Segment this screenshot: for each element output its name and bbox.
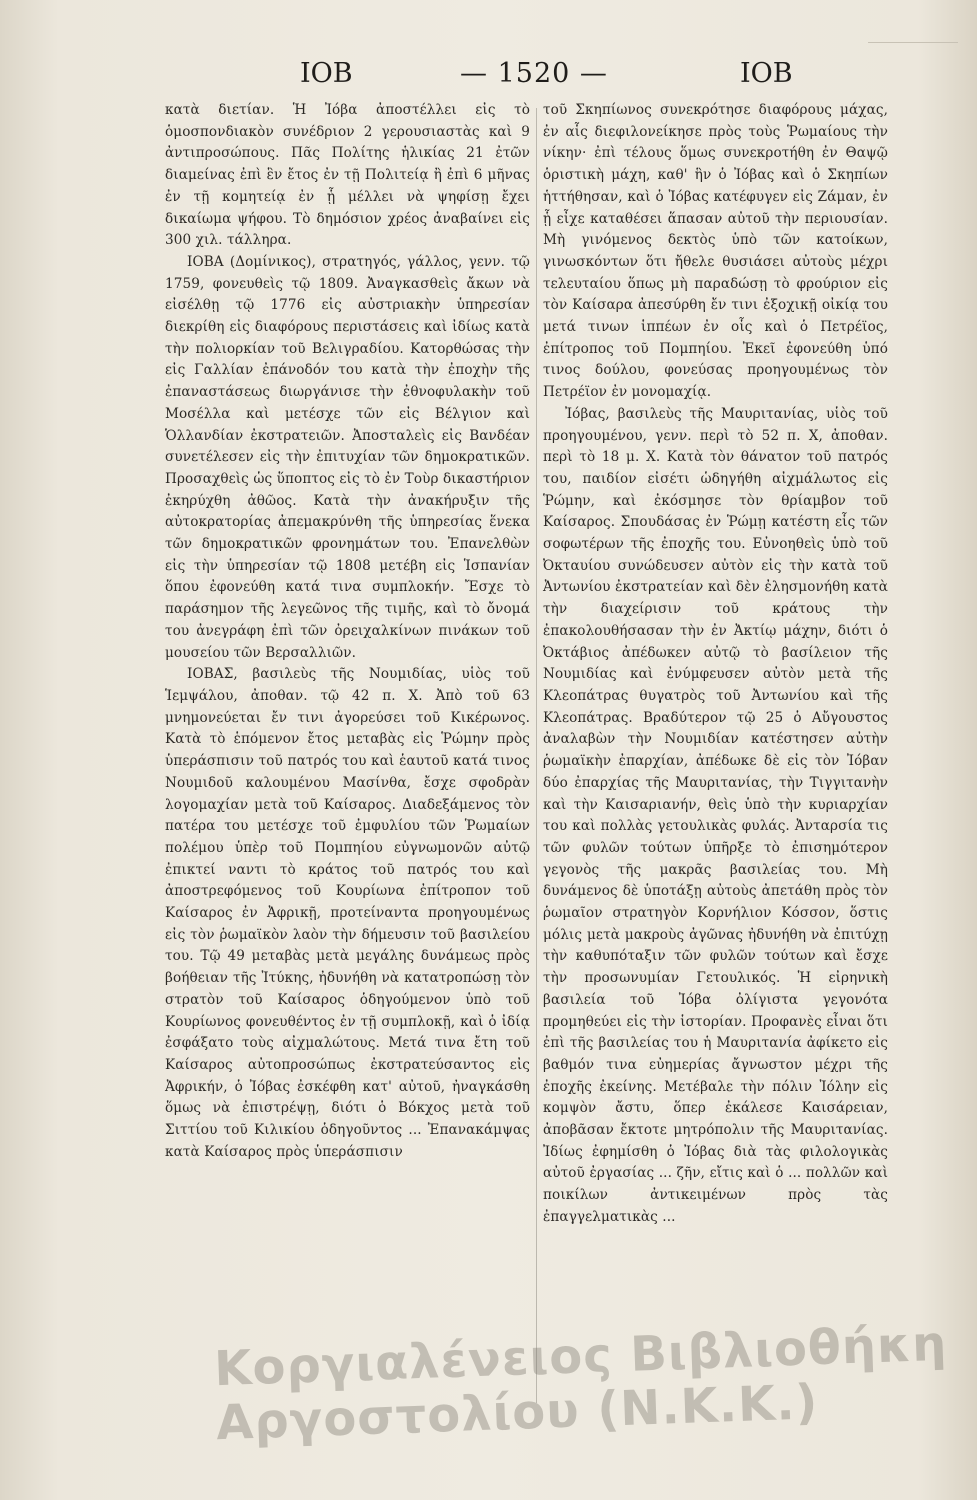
left-column xyxy=(165,100,530,1163)
column-divider xyxy=(536,108,537,1403)
watermark-line: Κοργιαλένειος Βιβλιοθήκη xyxy=(213,1315,949,1398)
page-edge-mark xyxy=(868,42,958,43)
entry-ioba-dominikos: ΙΟΒΑ (Δομίνικος), στρατηγός, γάλλος, γενν. τῷ 1759, φονευθεὶς τῷ 1809. Ἀναγκασθεὶς ἄκων νὰ εἰσέλθῃ τῷ 1776 εἰς αὐστριακὴν ὑπηρεσίαν διεκρίθη εἰς διαφόρους περιστάσεις καὶ ἰδίως κατὰ τὴν πολιορκίαν τοῦ Βελιγραδίου. Κατορθώσας τὴν εἰς Γαλλίαν ἐπάνοδόν του κατὰ τὴν ἐποχὴν τῆς ἐπαναστάσεως διωργάνισε τὴν ἐθνοφυλακὴν τοῦ Μοσέλλα καὶ μετέσχε τῶν εἰς Βέλγιον καὶ Ὁλλανδίαν ἐκστρατειῶν. Ἀποσταλεὶς εἰς Βανδέαν συνετέλεσεν εἰς τὴν ἐπιτυχίαν τῶν δημοκρατικῶν. Προσαχθεὶς ὡς ὕποπτος εἰς τὸ ἐν Τοὺρ δικαστήριον ἐκηρύχθη ἀθῶος. Κατὰ τὴν ἀνακήρυξιν τῆς αὐτοκρατορίας ἀπεμακρύνθη τῆς ὑπηρεσίας ἕνεκα τῶν δημοκρατικῶν φρονημάτων του. Ἐπανελθὼν εἰς τὴν ὑπηρεσίαν τῷ 1808 μετέβη εἰς Ἱσπανίαν ὅπου ἐφονεύθη κατά τινα συμπλοκήν. Ἔσχε τὸ παράσημον τῆς λεγεῶνος τῆς τιμῆς, καὶ τὸ ὄνομά του ἀνεγράφη ἐπὶ τῶν ὀρειχαλκίνων πινάκων τοῦ μουσείου τῶν Βερσαλλιῶν. xyxy=(165,253,530,661)
running-header xyxy=(105,58,875,98)
entry-iobas-mauritanias: Ἰόβας, βασιλεὺς τῆς Μαυριτανίας, υἱὸς τοῦ προηγουμένου, γενν. περὶ τὸ 52 π. Χ, ἀποθαν. περὶ τὸ 18 μ. Χ. Κατὰ τὸν θάνατον τοῦ πατρός του, παιδίον εἰσέτι ὡδηγήθη αἰχμάλωτος εἰς Ῥώμην, καὶ ἐκόσμησε τὸν θρίαμβον τοῦ Καίσαρος. Σπουδάσας ἐν Ῥώμῃ κατέστη εἷς τῶν σοφωτέρων τῆς ἐποχῆς του. Εὐνοηθεὶς ὑπὸ τοῦ Ὀκταυίου συνώδευσεν αὐτὸν εἰς τὴν κατὰ τοῦ Ἀντωνίου ἐκστρατείαν καὶ δὲν ἐλησμονήθη κατὰ τὴν διαχείρισιν τοῦ κράτους τὴν ἐπακολουθήσασαν τὴν ἐν Ἀκτίῳ μάχην, διότι ὁ Ὀκτάβιος ἀπέδωκεν αὐτῷ τὸ βασίλειον τῆς Νουμιδίας καὶ ἐνύμφευσεν αὐτὸν μετὰ τῆς Κλεοπάτρας θυγατρὸς τοῦ Ἀντωνίου καὶ τῆς Κλεοπάτρας. Βραδύτερον τῷ 25 ὁ Αὔγουστος ἀναλαβὼν τὴν Νουμιδίαν κατέστησεν αὐτὴν ῥωμαϊκὴν ἐπαρχίαν, ἀπέδωκε δὲ εἰς τὸν Ἰόβαν δύο ἐπαρχίας τῆς Μαυριτανίας, τὴν Τιγγιτανὴν καὶ τὴν Καισαριανήν, θεὶς ὑπὸ τὴν κυριαρχίαν του καὶ πολλὰς γετουλικὰς φυλάς. Ἀνταρσία τις τῶν φυλῶν τούτων ὑπῆρξε τὸ ἐπισημότερον γεγονὸς τῆς μακρᾶς βασιλείας του. Μὴ δυνάμενος δὲ ὑποτάξῃ αὐτοὺς ἀπετάθη πρὸς τὸν ῥωμαῖον στρατηγὸν Κορνήλιον Κόσσον, ὅστις μόλις μετὰ μακροὺς ἀγῶνας ἠδυνήθη νὰ ἐπιτύχῃ τὴν καθυπόταξιν τῶν φυλῶν τούτων καὶ ἔσχε τὴν προσωνυμίαν Γετουλικός. Ἡ εἰρηνικὴ βασιλεία τοῦ Ἰόβα ὀλίγιστα γεγονότα προμηθεύει εἰς τὴν ἱστορίαν. Προφανὲς εἶναι ὅτι ἐπὶ τῆς βασιλείας του ἡ Μαυριτανία ἀφίκετο εἰς βαθμόν τινα εὐημερίας ἄγνωστον μέχρι τῆς ἐποχῆς ἐκείνης. Μετέβαλε τὴν πόλιν Ἰόλην εἰς κομψὸν ἄστυ, ὅπερ ἐκάλεσε Καισάρειαν, ἀποβᾶσαν ἔκτοτε μητρόπολιν τῆς Μαυριτανίας. Ἰδίως ἐφημίσθη ὁ Ἰόβας διὰ τὰς φιλολογικὰς αὐτοῦ ἐργασίας ... ζῆν, εἴτις καὶ ὁ ... πολλῶν καὶ ποικίλων ἀντικειμένων πρὸς τὰς ἐπαγγελματικὰς ... xyxy=(543,405,888,1225)
entry-iobas-noumidias: ΙΟΒΑΣ, βασιλεὺς τῆς Νουμιδίας, υἱὸς τοῦ Ἱεμψάλου, ἀποθαν. τῷ 42 π. Χ. Ἀπὸ τοῦ 63 μνημονεύεται ἔν τινι ἀγορεύσει τοῦ Κικέρωνος. Κατὰ τὸ ἑπόμενον ἔτος μεταβὰς εἰς Ῥώμην πρὸς ὑπεράσπισιν τοῦ πατρός του καὶ ἑαυτοῦ κατά τινος Νουμιδοῦ καλουμένου Μασίνθα, ἔσχε σφοδρὰν λογομαχίαν μετὰ τοῦ Καίσαρος. Διαδεξάμενος τὸν πατέρα του μετέσχε τοῦ ἐμφυλίου τῶν Ῥωμαίων πολέμου ὑπὲρ τοῦ Πομπηίου εὐγνωμονῶν αὐτῷ ἐπικτεί ναντι τὸ κράτος τοῦ πατρός του καὶ ἀποστρεφόμενος τοῦ Κουρίωνα ἐπίτροπον τοῦ Καίσαρος ἐν Ἀφρικῇ, προτείναντα προηγουμένως εἰς τὸν ῥωμαϊκὸν λαὸν τὴν δήμευσιν τοῦ βασιλείου του. Τῷ 49 μεταβὰς μετὰ μεγάλης δυνάμεως πρὸς βοήθειαν τῆς Ἰτύκης, ἠδυνήθη νὰ κατατροπώσῃ τὸν στρατὸν τοῦ Καίσαρος ὁδηγούμενον ὑπὸ τοῦ Κουρίωνος φονευθέντος ἐν τῇ συμπλοκῇ, καὶ ὁ ἰδίᾳ ἐσφάξατο τοὺς αἰχμαλώτους. Μετά τινα ἔτη τοῦ Καίσαρος αὐτοπροσώπως ἐκστρατεύσαντος εἰς Ἀφρικήν, ὁ Ἰόβας ἐσκέφθη κατ' αὐτοῦ, ἠναγκάσθη ὅμως νὰ ἐπιστρέψῃ, διότι ὁ Βόκχος μετὰ τοῦ Σιττίου τοῦ Κιλικίου ὁδηγοῦντος ... Ἐπανακάμψας κατὰ Καίσαρος πρὸς ὑπεράσπισιν xyxy=(165,666,530,1160)
watermark-line: Αργοστολίου (Ν.Κ.Κ.) xyxy=(215,1374,820,1452)
library-watermark xyxy=(213,1315,949,1452)
paragraph: κατὰ διετίαν. Ἡ Ἰόβα ἀποστέλλει εἰς τὸ ὁμοσπονδιακὸν συνέδριον 2 γερουσιαστὰς καὶ 9 ἀντιπροσώπους. Πᾶς Πολίτης ἡλικίας 21 ἐτῶν διαμείνας ἐπὶ ἓν ἔτος ἐν τῇ Πολιτείᾳ ἢ ἐπὶ 6 μῆνας ἐν τῇ κομητείᾳ ἐν ᾗ μέλλει νὰ ψηφίσῃ ἔχει δικαίωμα ψήφου. Τὸ δημόσιον χρέος ἀναβαίνει εἰς 300 χιλ. τάλληρα. xyxy=(165,102,530,249)
header-left-word: ΙΟΒ xyxy=(300,58,353,89)
header-right-word: ΙΟΒ xyxy=(740,58,793,89)
page-number: — 1520 — xyxy=(460,58,608,89)
right-column xyxy=(543,100,888,1229)
paragraph: τοῦ Σκηπίωνος συνεκρότησε διαφόρους μάχας, ἐν αἷς διεφιλονείκησε πρὸς τοὺς Ῥωμαίους τὴν νίκην· ἐπὶ τέλους ὅμως συνεκροτήθη ἐν Θαψῷ ὁριστικὴ μάχη, καθ' ἣν ὁ Ἰόβας καὶ ὁ Σκηπίων ἡττήθησαν, καὶ ὁ Ἰόβας κατέφυγεν εἰς Ζάμαν, ἐν ᾗ εἶχε καταθέσει ἅπασαν αὐτοῦ τὴν περιουσίαν. Μὴ γινόμενος δεκτὸς ὑπὸ τῶν κατοίκων, γινωσκόντων ὅτι ἤθελε θυσιάσει αὐτοὺς μέχρι τελευταίου ὅπως μὴ παραδώσῃ τὸ φρούριον εἰς τὸν Καίσαρα ἀπεσύρθη ἔν τινι ἐξοχικῇ οἰκίᾳ του μετά τινων ἱππέων ἐν οἷς καὶ ὁ Πετρέϊος, ἐπίτροπος τοῦ Πομπηίου. Ἐκεῖ ἐφονεύθη ὑπό τινος δούλου, φονεύσας προηγουμένως τὸν Πετρέϊον ἐν μονομαχίᾳ. xyxy=(543,102,888,401)
